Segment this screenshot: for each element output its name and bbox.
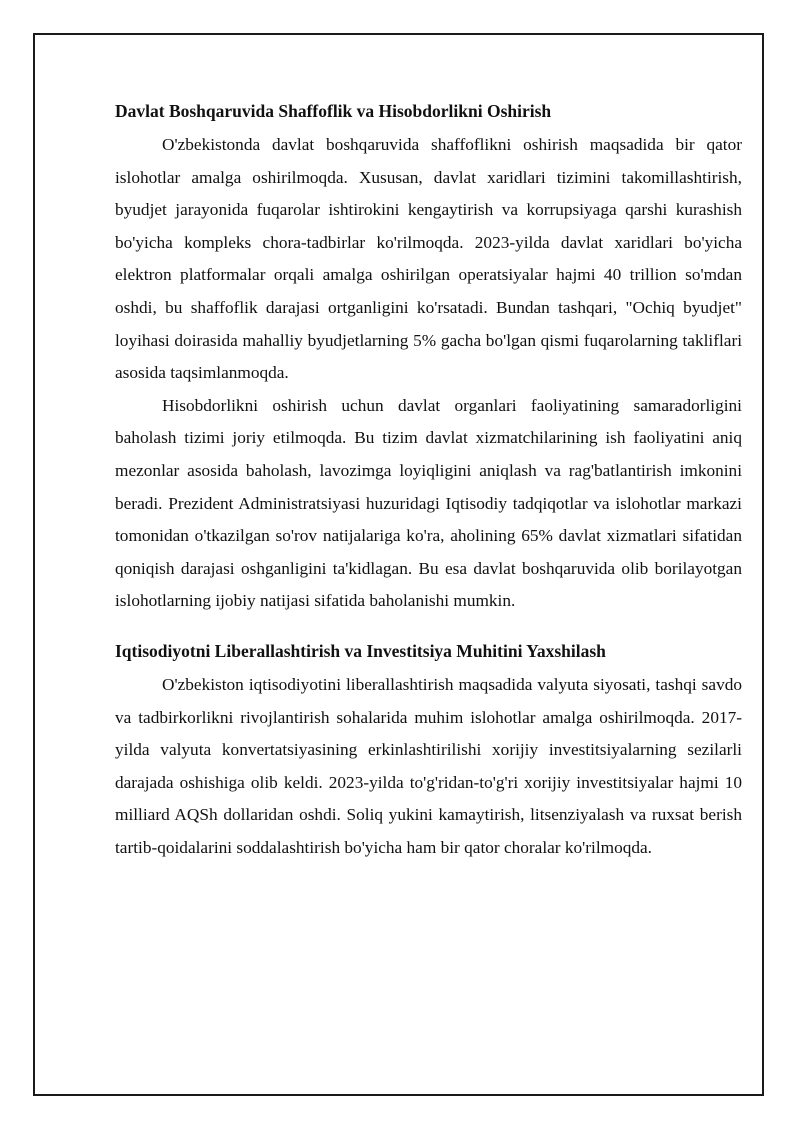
document-body bbox=[115, 98, 742, 864]
section-heading-transparency: Davlat Boshqaruvida Shaffoflik va Hisobdorlikni Oshirish bbox=[115, 101, 552, 121]
section-heading-liberalization: Iqtisodiyotni Liberallashtirish va Investitsiya Muhitini Yaxshilash bbox=[115, 640, 606, 661]
paragraph-liberalization-1: O'zbekiston iqtisodiyotini liberallashtirish maqsadida valyuta siyosati, tashqi savdo va tadbirkorlikni rivojlantirish sohalarida muhim islohotlar amalga oshirilmoqda. 2017-yilda valyuta konvertatsiyasining erkinlashtirilishi xorijiy investitsiyalarning sezilarli darajada oshishiga olib keldi. 2023-yilda to'g'ridan-to'g'ri xorijiy investitsiyalar hajmi 10 milliard AQSh dollaridan oshdi. Soliq yukini kamaytirish, litsenziyalash va ruxsat berish tartib-qoidalarini soddalashtirish bo'yicha ham bir qator choralar ko'rilmoqda. bbox=[115, 674, 742, 857]
paragraph-transparency-1: O'zbekistonda davlat boshqaruvida shaffoflikni oshirish maqsadida bir qator islohotlar amalga oshirilmoqda. Xususan, davlat xaridlari tizimini takomillashtirish, byudjet jarayonida fuqarolar ishtirokini kengaytirish va korrupsiyaga qarshi kurashish bo'yicha kompleks chora-tadbirlar ko'rilmoqda. 2023-yilda davlat xaridlari bo'yicha elektron platformalar orqali amalga oshirilgan operatsiyalar hajmi 40 trillion so'mdan oshdi, bu shaffoflik darajasi ortganligini ko'rsatadi. Bundan tashqari, "Ochiq byudjet" loyihasi doirasida mahalliy byudjetlarning 5% gacha bo'lgan qismi fuqarolarning takliflari asosida taqsimlanmoqda. bbox=[115, 135, 742, 383]
paragraph-transparency-2: Hisobdorlikni oshirish uchun davlat organlari faoliyatining samaradorligini baholash tizimi joriy etilmoqda. Bu tizim davlat xizmatchilarining ish faoliyatini aniq mezonlar asosida baholash, lavozimga loyiqligini aniqlash va rag'batlantirish imkonini beradi. Prezident Administratsiyasi huzuridagi Iqtisodiy tadqiqotlar va islohotlar markazi tomonidan o'tkazilgan so'rov natijalariga ko'ra, aholining 65% davlat xizmatlari sifatidan qoniqish darajasi oshganligini ta'kidlagan. Bu esa davlat boshqaruvida olib borilayotgan islohotlarning ijobiy natijasi sifatida baholanishi mumkin. bbox=[115, 395, 742, 611]
